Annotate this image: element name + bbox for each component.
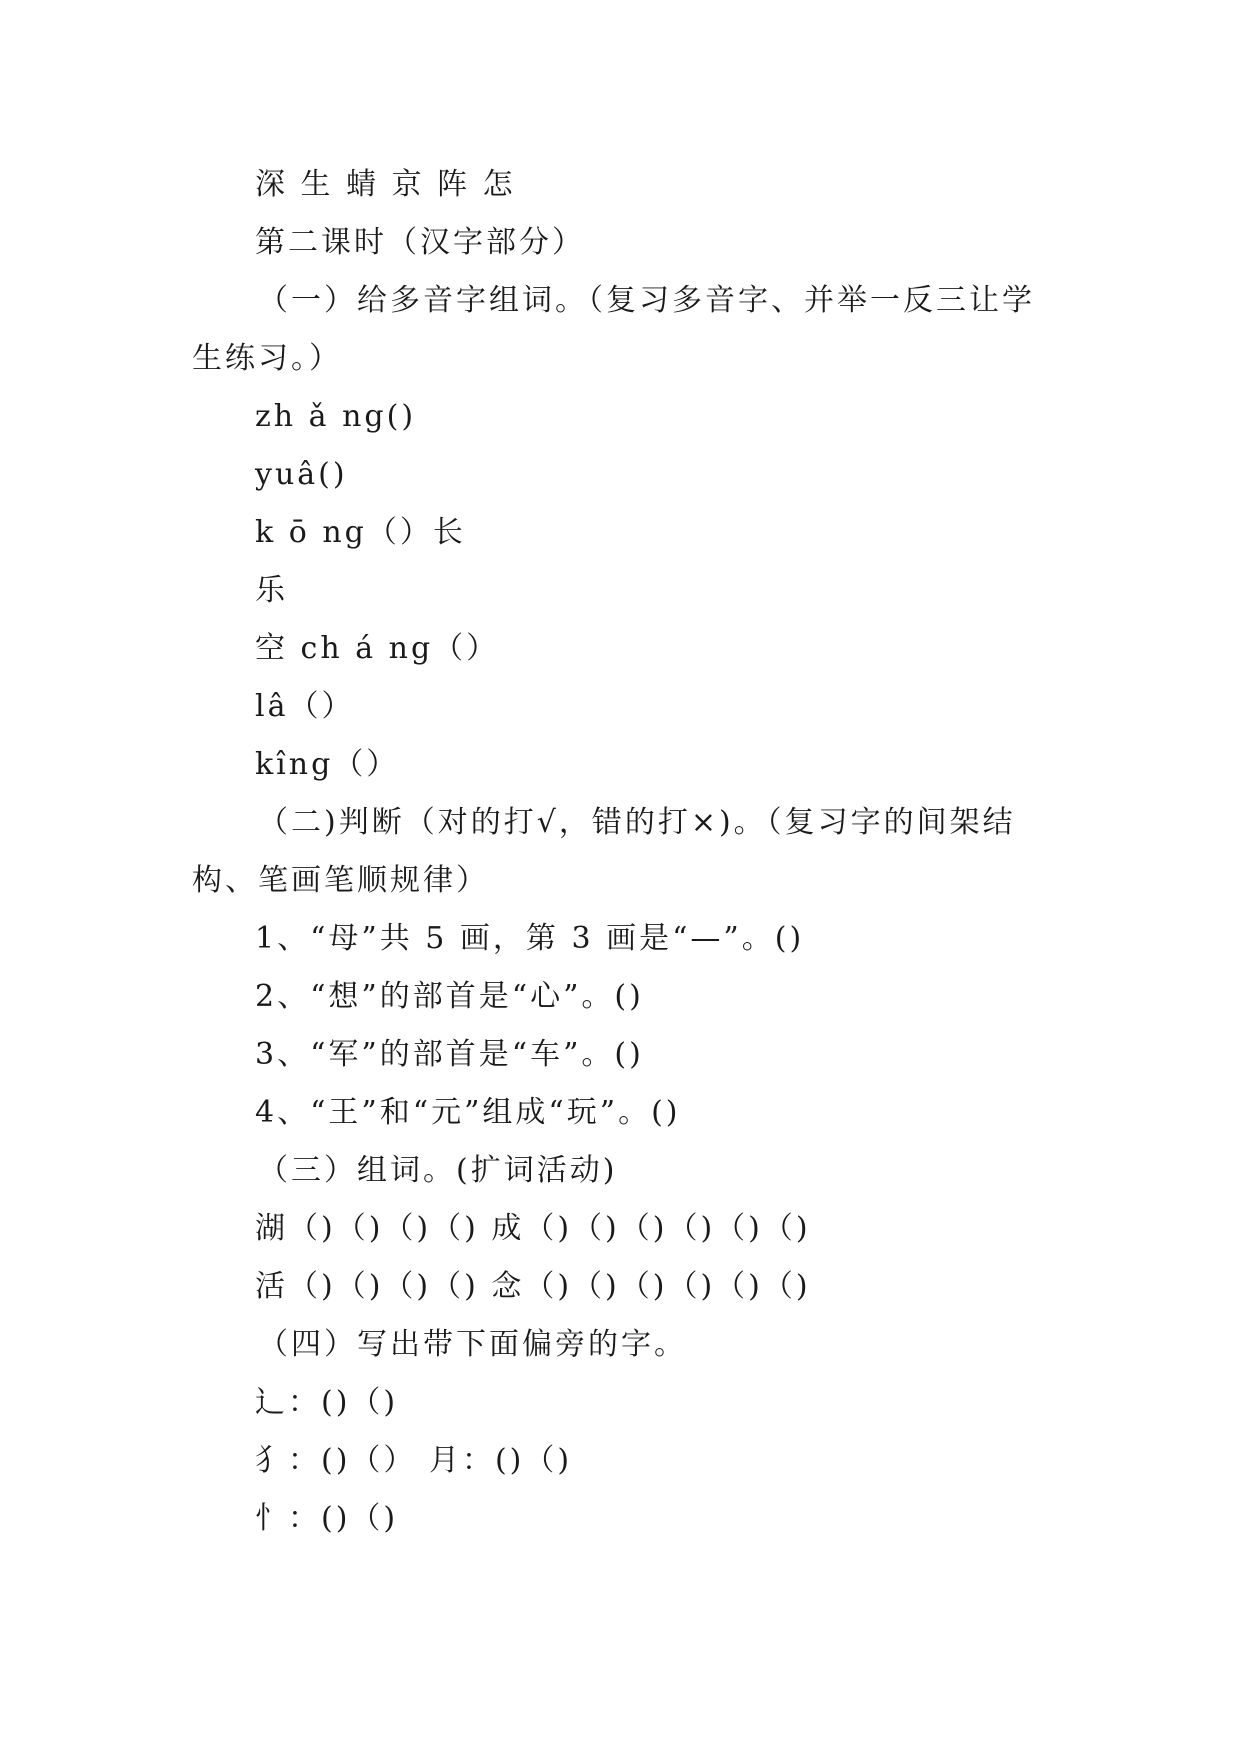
word-building-row: 湖（)（)（)（) 成（)（)（)（)（)（) [255, 1211, 811, 1246]
judgement-item: 1、“母”共 5 画，第 3 画是“—”。() [255, 921, 805, 956]
section-heading-lesson-two: 第二课时（汉字部分） [255, 225, 585, 260]
pinyin-item: k ō ng（）长 [255, 515, 466, 550]
pinyin-item: yuâ() [255, 457, 348, 492]
section-two-heading: （二)判断（对的打√，错的打×)。（复习字的间架结 [258, 805, 1016, 840]
pinyin-item: 空 ch á ng（） [255, 631, 500, 666]
judgement-item: 4、“王”和“元”组成“玩”。() [255, 1095, 681, 1130]
judgement-item: 2、“想”的部首是“心”。() [255, 979, 644, 1014]
section-one-heading-continued: 生练习。） [192, 341, 342, 376]
section-one-heading: （一）给多音字组词。（复习多音字、并举一反三让学 [258, 283, 1035, 318]
section-two-heading-continued: 构、笔画笔顺规律） [192, 863, 489, 898]
section-three-heading: （三）组词。(扩词活动) [258, 1153, 618, 1188]
judgement-item: 3、“军”的部首是“车”。() [255, 1037, 644, 1072]
radical-item: 辶：()（) [255, 1385, 399, 1420]
section-four-heading: （四）写出带下面偏旁的字。 [258, 1327, 687, 1362]
character-item: 乐 [255, 573, 288, 608]
pinyin-item: lâ（） [255, 689, 355, 724]
radical-item: 忄：()（) [255, 1501, 399, 1536]
word-building-row: 活（)（)（)（) 念（)（)（)（)（)（) [255, 1269, 811, 1304]
radical-item: 犭：()（） 月：()（) [255, 1443, 573, 1478]
pinyin-item: zh ǎ ng() [255, 399, 417, 434]
character-list: 深 生 蜻 京 阵 怎 [255, 167, 516, 202]
pinyin-item: kîng（） [255, 747, 400, 782]
